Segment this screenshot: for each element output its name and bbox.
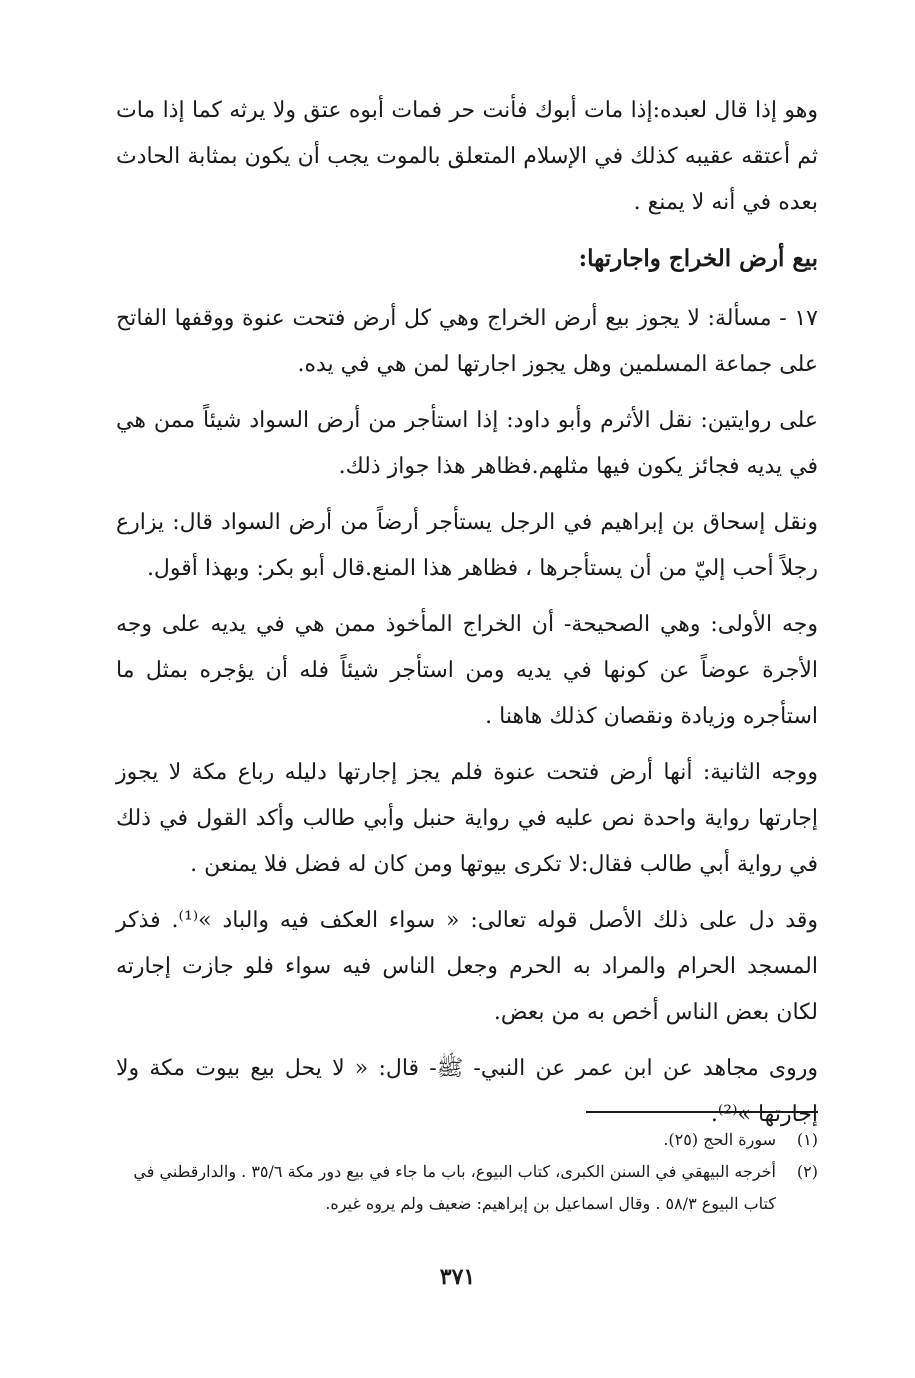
footnote-number: (٢) xyxy=(796,1162,818,1181)
footnote-divider xyxy=(586,1111,818,1113)
footnote-text: سورة الحج (٢٥). xyxy=(663,1130,776,1149)
paragraph-evidence: وقد دل على ذلك الأصل قوله تعالى: « سواء العكف فيه والباد »⁽¹⁾. فذكر المسجد الحرام والمراد به الحرم وجعل الناس فيه سواء فلو جازت إجارته لكان بعض الناس أخص به من بعض. xyxy=(116,908,818,1025)
section-heading: بيع أرض الخراج واجارتها: xyxy=(578,245,818,272)
footnotes xyxy=(116,1124,818,1220)
paragraph-second-view: ووجه الثانية: أنها أرض فتحت عنوة فلم يجز إجارتها دليله رباع مكة لا يجوز إجارتها رواية واحدة نص عليه في رواية حنبل وأبي طالب وأكد القول في ذلك في رواية أبي طالب فقال:لا تكرى بيوتها ومن كان له فضل فلا يمنعن . xyxy=(116,760,818,877)
footnote-1 xyxy=(116,1124,818,1156)
main-text xyxy=(116,88,818,1148)
footnote-text: أخرجه البيهقي في السنن الكبرى، كتاب البيوع، باب ما جاء في بيع دور مكة ٣٥/٦ . والدارقطني في كتاب البيوع ٥٨/٣ . وقال اسماعيل بن إبراهيم: ضعيف ولم يروه غيره. xyxy=(133,1162,776,1213)
paragraph-two-narrations: على روايتين: نقل الأثرم وأبو داود: إذا استأجر من أرض السواد شيئاً ممن هي في يديه فجائز يكون فيها مثلهم.فظاهر هذا جواز ذلك. xyxy=(116,408,818,479)
paragraph-issue-17: ١٧ - مسألة: لا يجوز بيع أرض الخراج وهي كل أرض فتحت عنوة ووقفها الفاتح على جماعة المسلمين وهل يجوز اجارتها لمن هي في يده. xyxy=(116,306,818,377)
page-number: ٣٧١ xyxy=(439,1264,476,1290)
paragraph-opening: وهو إذا قال لعبده:إذا مات أبوك فأنت حر فمات أبوه عتق ولا يرثه كما إذا مات ثم أعتقه عقيبه كذلك في الإسلام المتعلق بالموت يجب أن يكون بمثابة الحادث بعده في أنه لا يمنع . xyxy=(116,98,818,215)
footnote-number: (١) xyxy=(796,1130,818,1149)
footnote-2 xyxy=(116,1156,818,1220)
paragraph-first-view: وجه الأولى: وهي الصحيحة- أن الخراج المأخوذ ممن هي في يديه على وجه الأجرة عوضاً عن كونها في يديه ومن استأجر شيئاً فله أن يؤجره بمثل ما استأجره وزيادة ونقصان كذلك هاهنا . xyxy=(116,612,818,729)
paragraph-mujahid-narration: وروى مجاهد عن ابن عمر عن النبي- ﷺ- قال: « لا يحل بيع بيوت مكة ولا إجارتها »⁽²⁾. xyxy=(116,1056,818,1127)
paragraph-ishaq-narration: ونقل إسحاق بن إبراهيم في الرجل يستأجر أرضاً من أرض السواد قال: يزارع رجلاً أحب إليّ من أن يستأجرها ، فظاهر هذا المنع.قال أبو بكر: وبهذا أقول. xyxy=(116,510,818,581)
